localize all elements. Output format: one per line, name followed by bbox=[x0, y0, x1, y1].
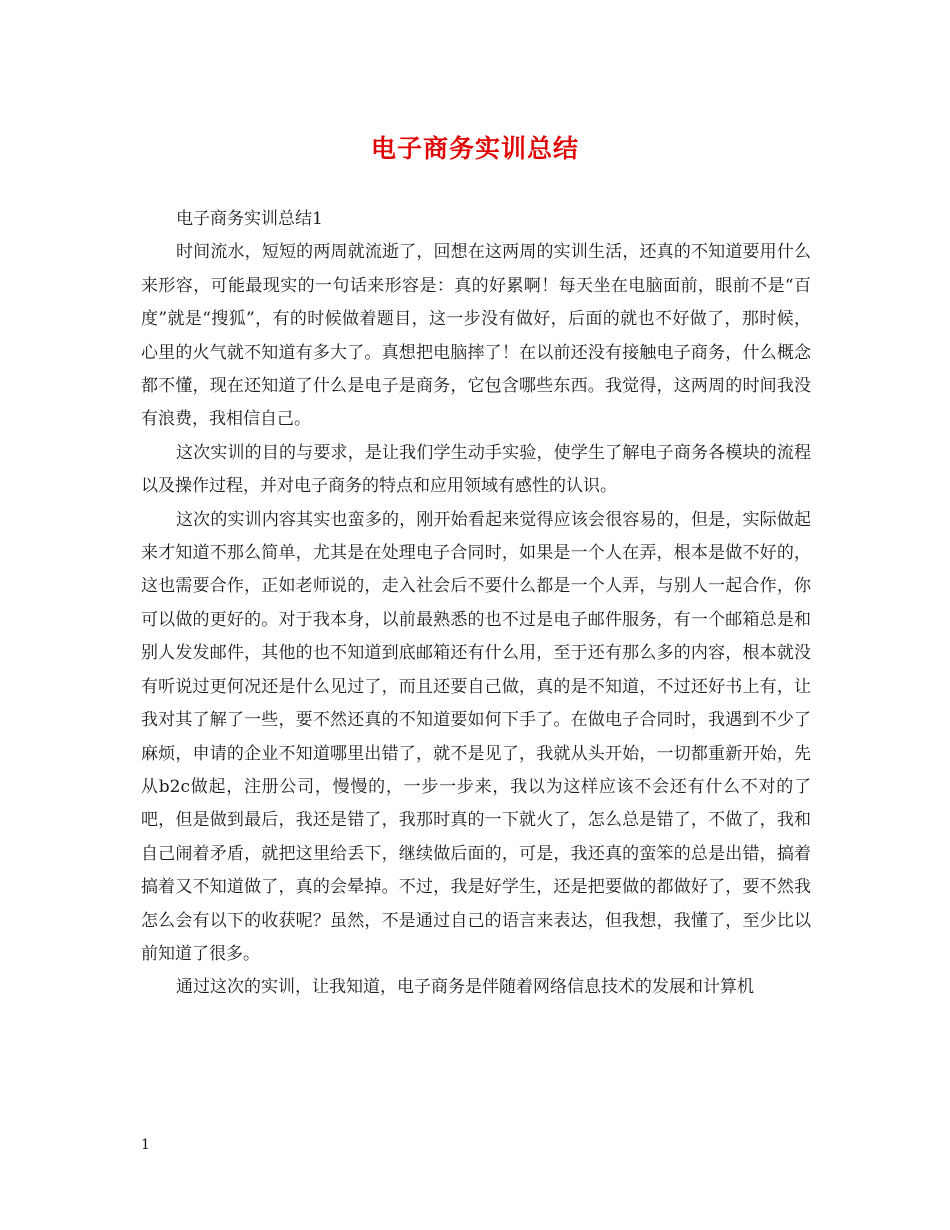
paragraph: 这次的实训内容其实也蛮多的，刚开始看起来觉得应该会很容易的，但是，实际做起来才知道不那么简单，尤其是在处理电子合同时，如果是一个人在弄，根本是做不好的，这也需要合作，正如老师说的，走入社会后不要什么都是一个人弄，与别人一起合作，你可以做的更好的。对于我本身，以前最熟悉的也不过是电子邮件服务，有一个邮箱总是和别人发发邮件，其他的也不知道到底邮箱还有什么用，至于还有那么多的内容，根本就没有听说过更何况还是什么见过了，而且还要自己做，真的是不知道，不过还好书上有，让我对其了解了一些，要不然还真的不知道要如何下手了。在做电子合同时，我遇到不少了麻烦，申请的企业不知道哪里出错了，就不是见了，我就从头开始，一切都重新开始，先从b2c做起，注册公司，慢慢的，一步一步来，我以为这样应该不会还有什么不对的了吧，但是做到最后，我还是错了，我那时真的一下就火了，怎么总是错了，不做了，我和自己闹着矛盾，就把这里给丢下，继续做后面的，可是，我还真的蛮笨的总是出错，搞着搞着又不知道做了，真的会晕掉。不过，我是好学生，还是把要做的都做好了，要不然我怎么会有以下的收获呢？虽然，不是通过自己的语言来表达，但我想，我懂了，至少比以前知道了很多。 bbox=[141, 509, 811, 964]
section-heading: 电子商务实训总结1 bbox=[176, 209, 323, 229]
paragraph: 时间流水，短短的两周就流逝了，回想在这两周的实训生活，还真的不知道要用什么来形容，可能最现实的一句话来形容是：真的好累啊！每天坐在电脑面前，眼前不是“百度”就是“搜狐”，有的时候做着题目，这一步没有做好，后面的就也不好做了，那时候，心里的火气就不知道有多大了。真想把电脑摔了！在以前还没有接触电子商务，什么概念都不懂，现在还知道了什么是电子是商务，它包含哪些东西。我觉得，这两周的时间我没有浪费，我相信自己。 bbox=[141, 242, 811, 430]
paragraph: 通过这次的实训，让我知道，电子商务是伴随着网络信息技术的发展和计算机 bbox=[176, 977, 754, 998]
paragraph: 这次实训的目的与要求，是让我们学生动手实验，使学生了解电子商务各模块的流程以及操作过程，并对电子商务的特点和应用领域有感性的认识。 bbox=[141, 442, 811, 497]
page-number: 1 bbox=[141, 1137, 150, 1153]
document-body bbox=[141, 203, 811, 1005]
document-title: 电子商务实训总结 bbox=[370, 134, 579, 163]
